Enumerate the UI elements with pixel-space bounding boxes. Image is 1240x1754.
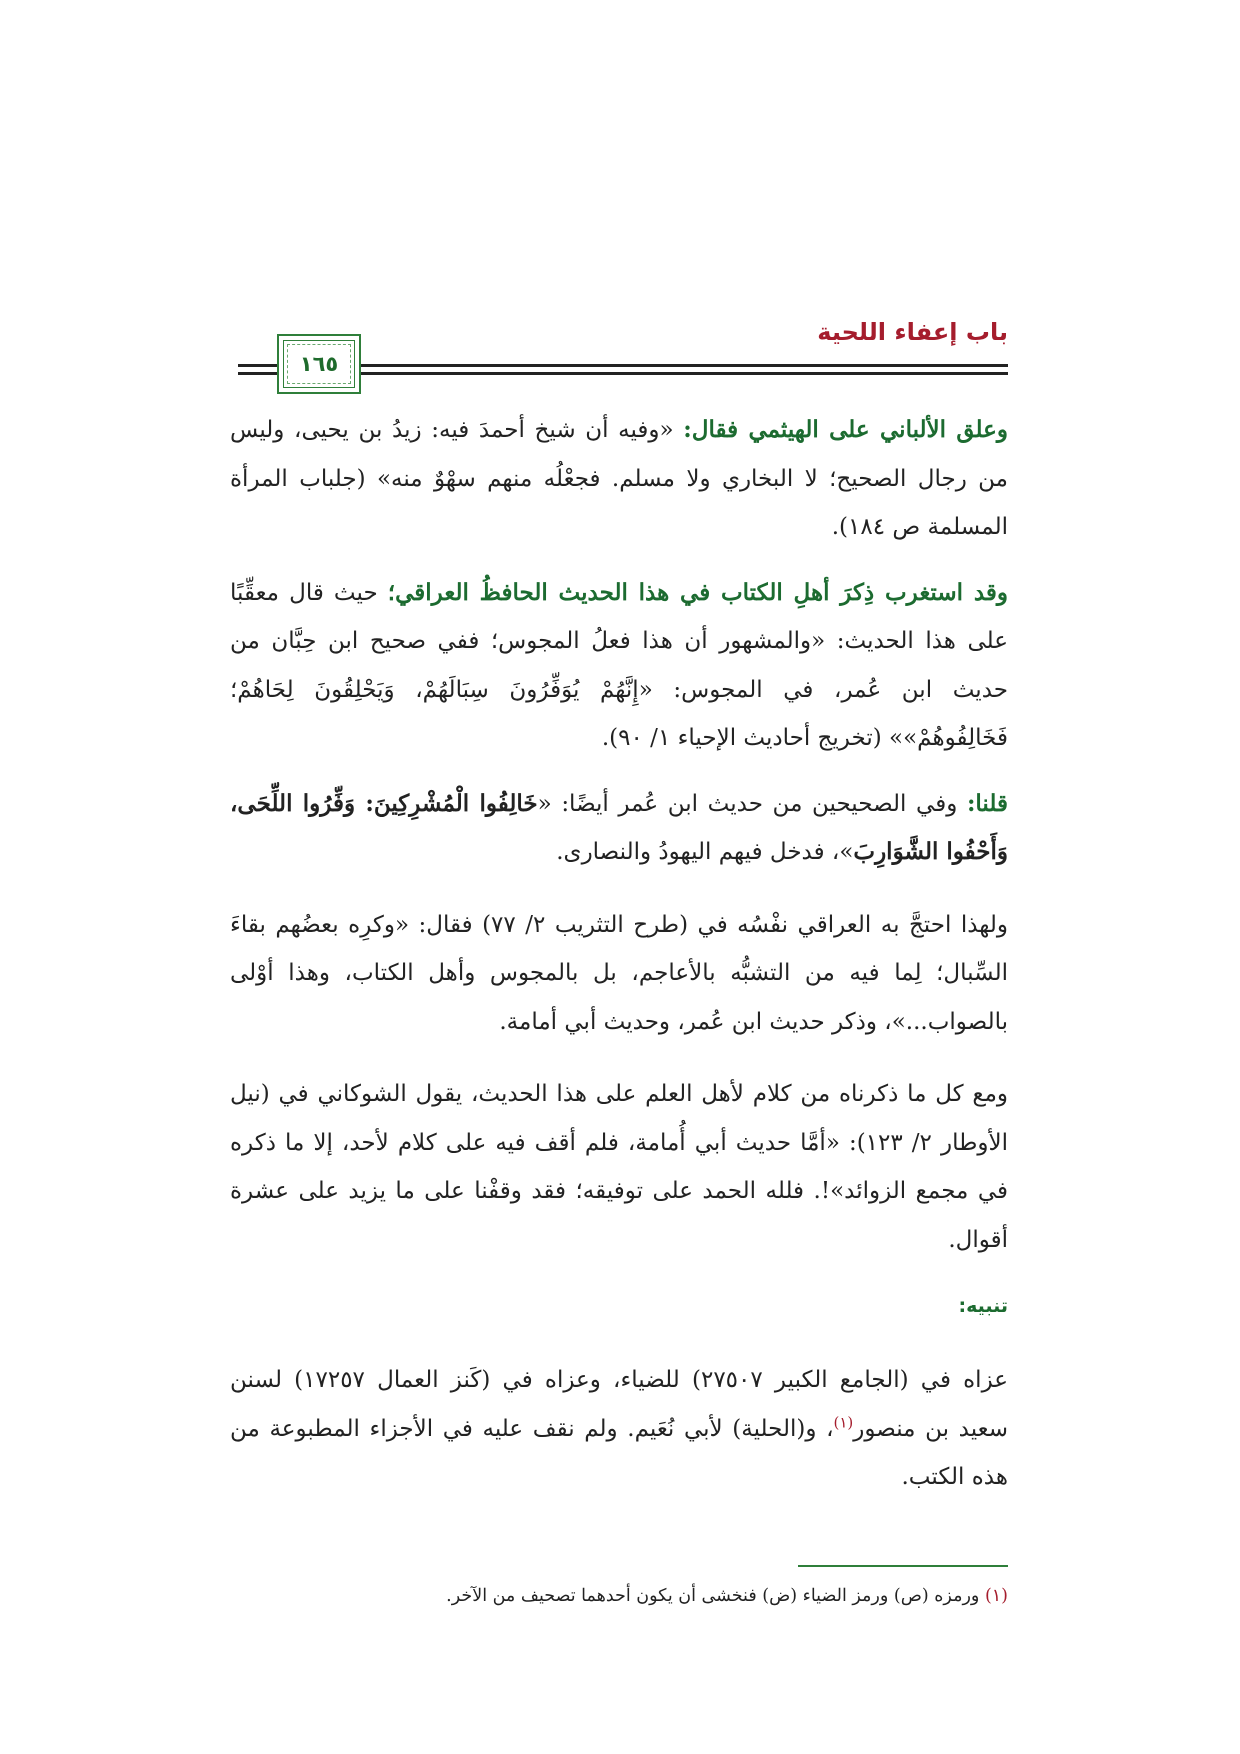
paragraph-text: «وفيه أن شيخ أحمدَ فيه: زيدُ بن يحيى، وليس من رجال الصحيح؛ لا البخاري ولا مسلم. فجعْلُه منهم سهْوٌ منه» (جلباب المرأة المسلمة ص ١٨٤). (230, 417, 1008, 540)
paragraph-text: ، و(الحلية) لأبي نُعَيم. ولم نقف عليه في الأجزاء المطبوعة من هذه الكتب. (230, 1415, 1008, 1490)
footnote-mark: (١) (984, 1586, 1008, 1606)
footnote-separator (798, 1565, 1008, 1567)
paragraph-text: »، فدخل فيهم اليهودُ والنصارى. (556, 839, 854, 865)
chapter-title: باب إعفاء اللحية (817, 318, 1008, 346)
paragraph-text: ولهذا احتجَّ به العراقي نفْسُه في (طرح التثريب ٢/ ٧٧) فقال: «وكرِه بعضُهم بقاءَ السِّبال؛ لِما فيه من التشبُّه بالأعاجم، بل بالمجوس وأهل الكتاب، وهذا أوْلى بالصواب...»، وذكر حديث ابن عُمر، وحديث أبي أمامة. (230, 911, 1009, 1035)
footnote-ref[interactable]: (١) (833, 1412, 854, 1431)
page-number: ١٦٥ (296, 352, 342, 376)
paragraph-text: ومع كل ما ذكرناه من كلام لأهل العلم على هذا الحديث، يقول الشوكاني في (نيل الأوطار ٢/ ١٢٣): «أمَّا حديث أبي أُمامة، فلم أقف فيه على كلام لأحد، إلا ما ذكره في مجمع الزوائد»!. فلله الحمد على توفيقه؛ فقد وقفْنا على ما يزيد على عشرة أقوال. (230, 1081, 1009, 1253)
footnote-text: ورمزه (ص) ورمز الضياء (ض) فنخشى أن يكون أحدهما تصحيف من الآخر. (446, 1586, 985, 1606)
page-number-frame (277, 334, 361, 394)
hadith-quote: خَالِفُوا الْمُشْرِكِينَ: وَفِّرُوا اللِّحَى، وَأَحْفُوا الشَّوَارِبَ (230, 789, 1008, 865)
paragraph-lead: وقد استغرب ذِكرَ أهلِ الكتاب في هذا الحديث الحافظُ العراقي؛ (387, 578, 1008, 606)
paragraph-text: وفي الصحيحين من حديث ابن عُمر أيضًا: « (537, 790, 967, 817)
footnote-1 (230, 1576, 1008, 1616)
paragraph-qulna (230, 780, 1008, 877)
paragraph-tanbih (230, 1356, 1008, 1502)
paragraph-albani-comment (230, 406, 1008, 552)
main-text (230, 406, 1008, 1502)
paragraph-text: حيث قال معقِّبًا على هذا الحديث: «والمشهور أن هذا فعلُ المجوس؛ ففي صحيح ابن حِبَّان من حديث ابن عُمر، في المجوس: «إِنَّهُمْ يُوَفِّرُونَ سِبَالَهُمْ، وَيَحْلِقُونَ لِحَاهُمْ؛ فَخَالِفُوهُمْ»» (تخريج أحاديث الإحياء ١/ ٩٠). (230, 579, 1008, 751)
paragraph-iraqi (230, 569, 1008, 763)
tanbih-heading: تنبيه: (958, 1295, 1008, 1317)
paragraph-text: عزاه في (الجامع الكبير ٢٧٥٠٧) للضياء، وعزاه في (كَنز العمال ١٧٢٥٧) لسنن سعيد بن منصور (230, 1367, 1009, 1442)
paragraph-lead: وعلق الألباني على الهيثمي فقال: (683, 416, 1008, 443)
paragraph-shawkani (230, 1070, 1008, 1264)
paragraph-lead: قلنا: (966, 789, 1008, 817)
paragraph-tarh-tathrib (230, 901, 1008, 1047)
